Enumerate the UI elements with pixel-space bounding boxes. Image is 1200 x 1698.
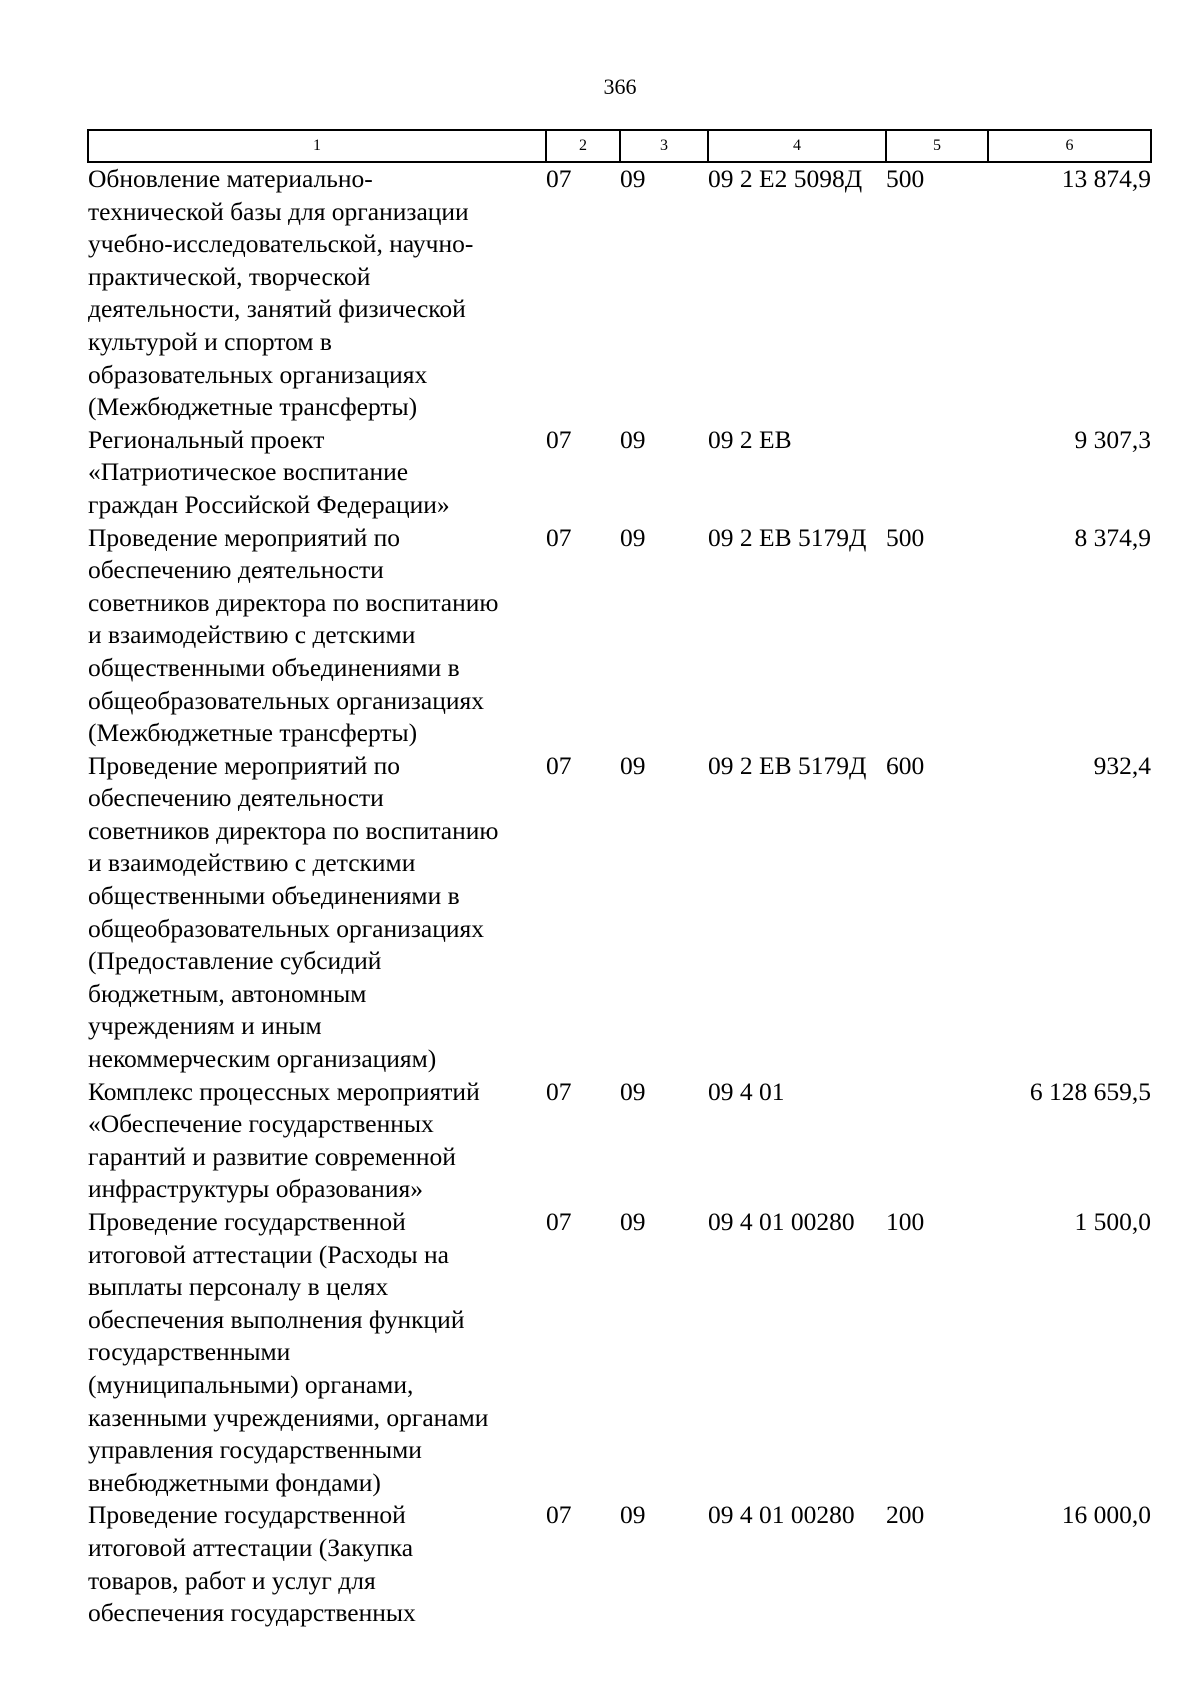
row-name: Обновление материально- технической базы для организации учебно-исследовательской, научно- практической, творческой деятельности, занятий физической культурой и спортом в образовательных организациях (Межбюджетные трансферты): [88, 164, 474, 422]
header-col-4: 4: [708, 130, 886, 162]
header-col-5: 5: [886, 130, 988, 162]
row-sum: 932,4: [1093, 750, 1151, 780]
row-name: Проведение мероприятий по обеспечению деятельности советников директора по воспитанию и взаимодействию с детскими общественными объединениями в общеобразовательных организациях (Межбюджетные трансферты): [88, 522, 499, 748]
row-subsection: 09: [620, 1500, 646, 1530]
row-section: 07: [546, 750, 572, 780]
row-target-article: 09 4 01 00280: [708, 1207, 855, 1236]
row-name: Проведение государственной итоговой аттестации (Закупка товаров, работ и услуг для обеспечения государственных: [88, 1500, 416, 1628]
row-expense-type: 500: [886, 522, 925, 552]
row-section: 07: [546, 522, 572, 552]
row-target-article: 09 2 ЕВ: [708, 424, 792, 454]
table-row: [88, 424, 1151, 522]
row-target-article: 09 2 Е2 5098Д: [708, 164, 863, 193]
page-number: 366: [603, 74, 637, 99]
row-subsection: 09: [620, 750, 646, 780]
row-target-article: 09 2 ЕВ 5179Д: [708, 522, 867, 552]
table-row: [88, 1206, 1151, 1499]
header-col-2: 2: [546, 130, 620, 162]
row-section: 07: [546, 1207, 572, 1236]
row-expense-type: 100: [886, 1207, 925, 1236]
row-sum: 13 874,9: [1061, 164, 1151, 193]
table-row: [88, 750, 1151, 1076]
row-sum: 6 128 659,5: [1029, 1076, 1151, 1106]
row-section: 07: [546, 164, 572, 193]
row-name: Проведение государственной итоговой аттестации (Расходы на выплаты персоналу в целях обеспечения выполнения функций государственными (муниципальными) органами, казенными учреждениями, органами управления государственными внебюджетными фондами): [88, 1207, 489, 1497]
row-expense-type: 200: [886, 1500, 925, 1530]
row-subsection: 09: [620, 1076, 646, 1106]
row-expense-type: 500: [886, 164, 925, 193]
row-expense-type: [886, 1076, 988, 1206]
row-sum: 16 000,0: [1061, 1500, 1151, 1530]
table-row: [88, 1499, 1151, 1629]
row-subsection: 09: [620, 1207, 646, 1236]
row-subsection: 09: [620, 522, 646, 552]
row-subsection: 09: [620, 164, 646, 193]
header-col-3: 3: [620, 130, 708, 162]
row-name: Комплекс процессных мероприятий «Обеспечение государственных гарантий и развитие современной инфраструктуры образования»: [88, 1076, 480, 1204]
row-section: 07: [546, 1076, 572, 1106]
row-target-article: 09 4 01: [708, 1076, 785, 1106]
row-name: Региональный проект «Патриотическое воспитание граждан Российской Федерации»: [88, 424, 450, 519]
row-target-article: 09 4 01 00280: [708, 1500, 855, 1530]
row-expense-type: 600: [886, 750, 925, 780]
header-col-1: 1: [88, 130, 546, 162]
row-expense-type: [886, 424, 988, 522]
row-section: 07: [546, 1500, 572, 1530]
row-subsection: 09: [620, 424, 646, 454]
table-row: [88, 162, 1151, 424]
row-section: 07: [546, 424, 572, 454]
row-sum: 9 307,3: [1074, 424, 1151, 454]
row-name: Проведение мероприятий по обеспечению деятельности советников директора по воспитанию и взаимодействию с детскими общественными объединениями в общеобразовательных организациях (Предоставление субсидий бюджетным, автономным учреждениям и иным некоммерческим организациям): [88, 750, 499, 1074]
header-col-6: 6: [988, 130, 1151, 162]
header-row: [88, 130, 1151, 162]
row-sum: 8 374,9: [1074, 522, 1151, 552]
budget-table: [87, 129, 1152, 1630]
row-sum: 1 500,0: [1074, 1207, 1151, 1236]
row-target-article: 09 2 ЕВ 5179Д: [708, 750, 867, 780]
table-row: [88, 522, 1151, 750]
table-row: [88, 1076, 1151, 1206]
